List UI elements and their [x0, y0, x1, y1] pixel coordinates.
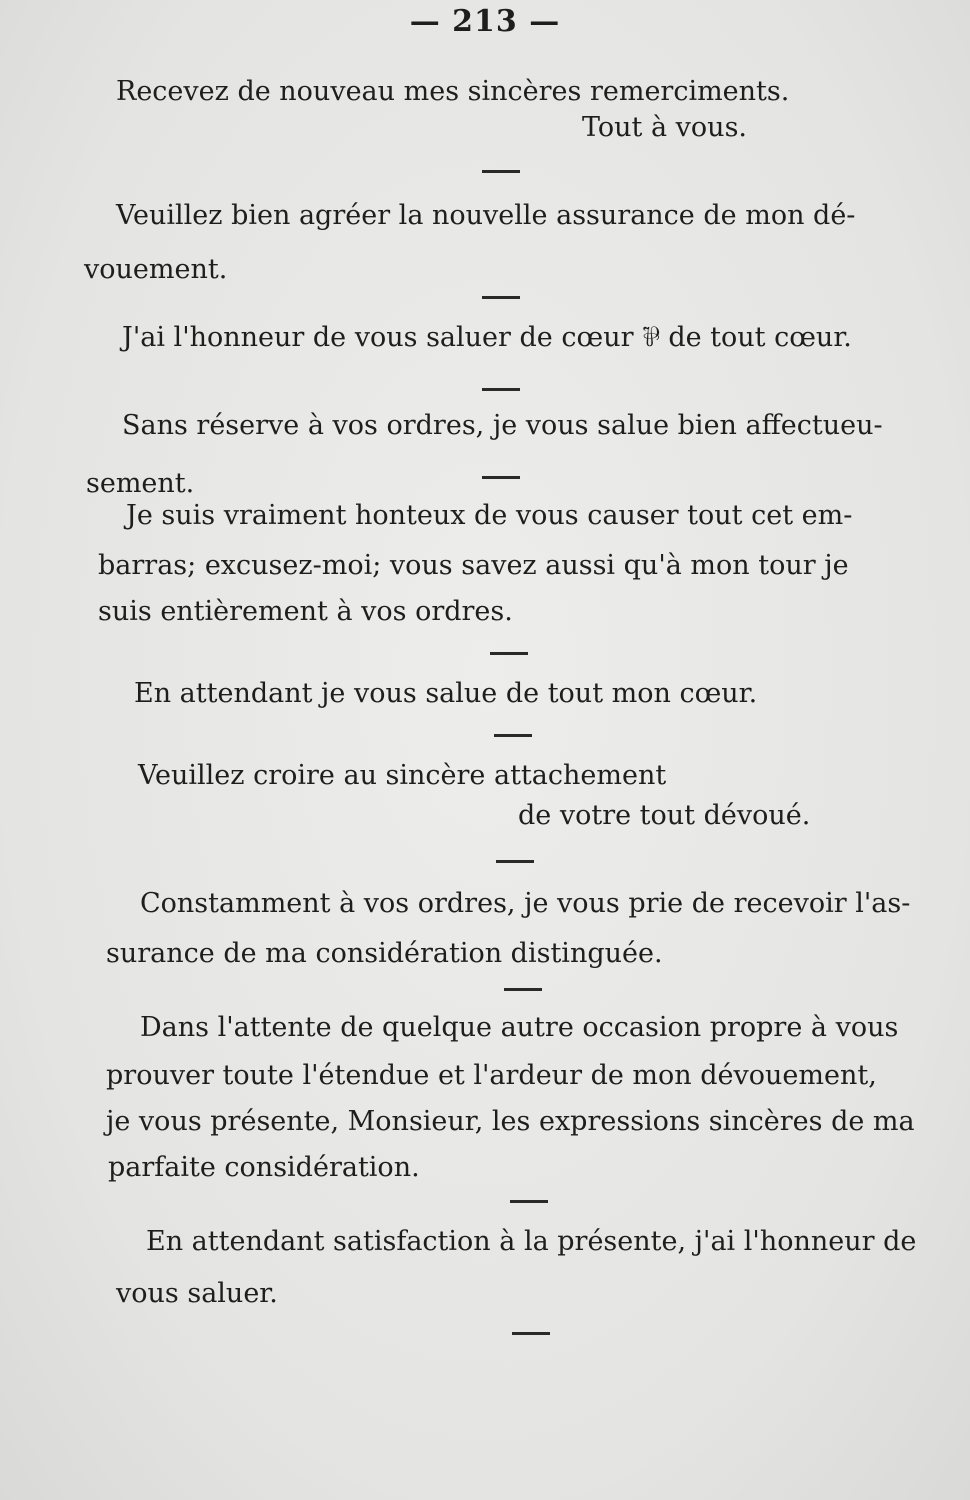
text-line: vouement.	[84, 254, 228, 285]
text-line: J'ai l'honneur de vous saluer de cœur ⅌ de tout cœur.	[122, 322, 852, 353]
text-line: Veuillez croire au sincère attachement	[138, 760, 667, 791]
text-line: En attendant je vous salue de tout mon cœur.	[134, 678, 758, 709]
separator-rule	[482, 476, 520, 479]
page-number: — 213 —	[409, 4, 561, 39]
text-line: prouver toute l'étendue et l'ardeur de mon dévouement,	[106, 1060, 877, 1091]
separator-rule	[482, 170, 520, 173]
text-line: je vous présente, Monsieur, les expressions sincères de ma	[106, 1106, 915, 1137]
text-line: Veuillez bien agréer la nouvelle assurance de mon dé-	[116, 200, 856, 231]
separator-rule	[482, 388, 520, 391]
text-line: sement.	[86, 468, 195, 499]
separator-rule	[496, 860, 534, 863]
separator-rule	[510, 1200, 548, 1203]
text-line: de votre tout dévoué.	[518, 800, 811, 831]
text-line: suis entièrement à vos ordres.	[98, 596, 513, 627]
text-line: En attendant satisfaction à la présente, j'ai l'honneur de	[146, 1226, 917, 1257]
text-line: surance de ma considération distinguée.	[106, 938, 663, 969]
separator-rule	[504, 988, 542, 991]
text-line: vous saluer.	[116, 1278, 278, 1309]
text-line: Tout à vous.	[582, 112, 748, 143]
text-line: Constamment à vos ordres, je vous prie de recevoir l'as-	[140, 888, 911, 919]
text-line: Je suis vraiment honteux de vous causer tout cet em-	[126, 500, 853, 531]
separator-rule	[494, 734, 532, 737]
separator-rule	[490, 652, 528, 655]
separator-rule	[512, 1332, 550, 1335]
text-line: parfaite considération.	[108, 1152, 420, 1183]
text-line: barras; excusez-moi; vous savez aussi qu'à mon tour je	[98, 550, 849, 581]
text-line: Sans réserve à vos ordres, je vous salue bien affectueu-	[122, 410, 883, 441]
text-line: Recevez de nouveau mes sincères remerciments.	[116, 76, 790, 107]
separator-rule	[482, 296, 520, 299]
text-line: Dans l'attente de quelque autre occasion propre à vous	[140, 1012, 899, 1043]
